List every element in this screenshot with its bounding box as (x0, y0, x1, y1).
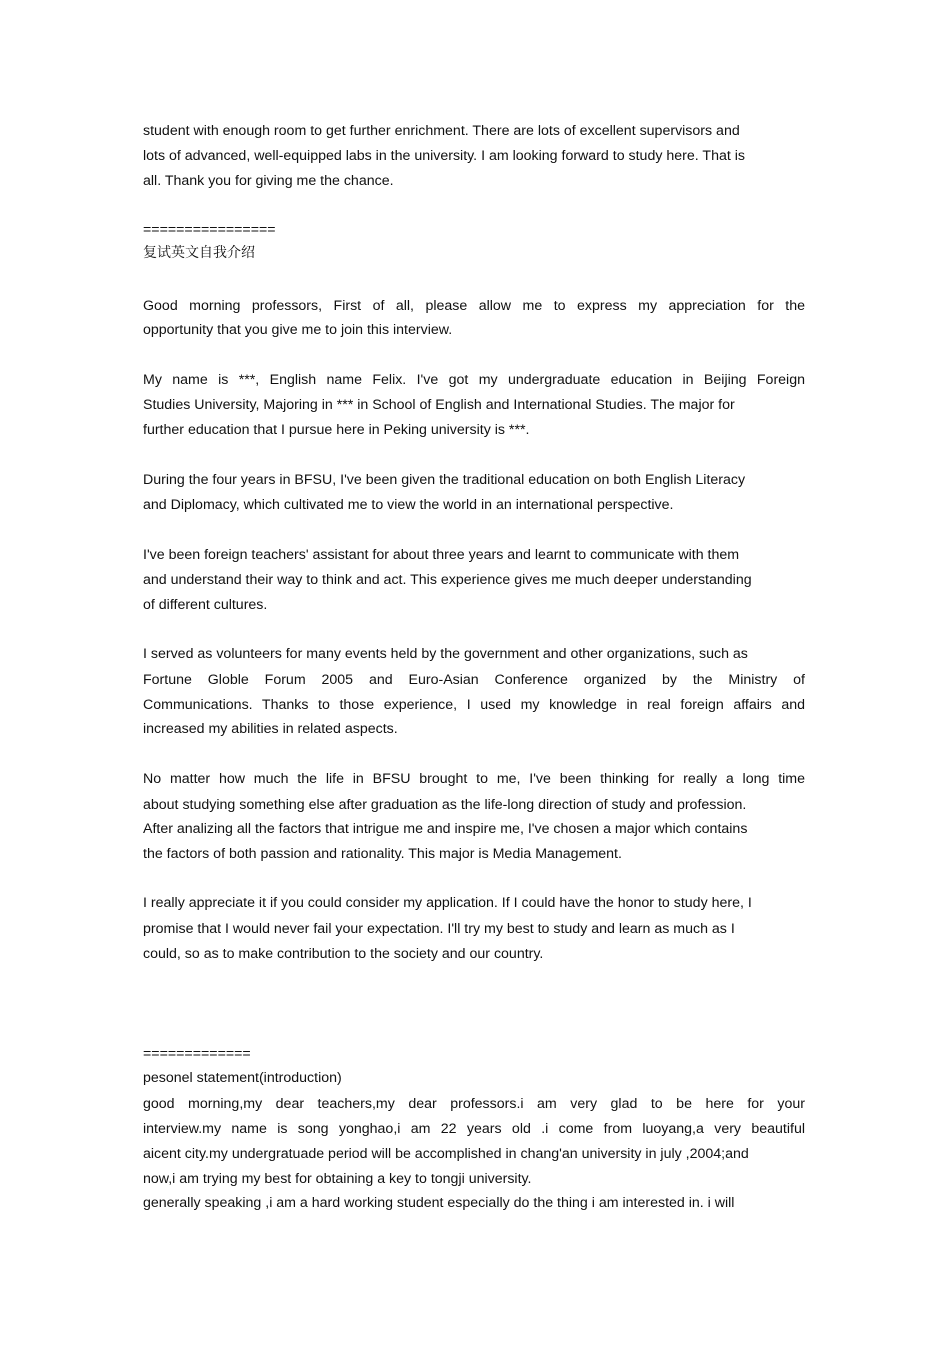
text-line: promise that I would never fail your expectation. I'll try my best to study and learn as much as I (143, 921, 735, 937)
section-heading: 复试英文自我介绍 (143, 245, 255, 261)
text-line: I've been foreign teachers' assistant for about three years and learnt to communicate with them (143, 547, 740, 563)
text-line: Studies University, Majoring in *** in School of English and International Studies. The major for (143, 397, 735, 413)
text-line: opportunity that you give me to join this interview. (143, 322, 453, 338)
text-line: Communications. Thanks to those experience, I used my knowledge in real foreign affairs and (143, 697, 805, 713)
text-line: of different cultures. (143, 597, 268, 613)
text-line: My name is ***, English name Felix. I've got my undergraduate education in Beijing Foreign (143, 372, 805, 388)
text-line: now,i am trying my best for obtaining a key to tongji university. (143, 1171, 532, 1187)
text-line: I really appreciate it if you could consider my application. If I could have the honor to study here, I (143, 895, 752, 911)
text-line: good morning,my dear teachers,my dear professors.i am very glad to be here for your (143, 1096, 805, 1112)
text-line: all. Thank you for giving me the chance. (143, 173, 394, 189)
text-line: During the four years in BFSU, I've been given the traditional education on both English Literacy (143, 472, 746, 488)
text-line: generally speaking ,i am a hard working student especially do the thing i am interested in. i will (143, 1195, 735, 1211)
text-line: interview.my name is song yonghao,i am 22 years old .i come from luoyang,a very beautiful (143, 1121, 805, 1137)
text-line: Fortune Globle Forum 2005 and Euro-Asian Conference organized by the Ministry of (143, 672, 805, 688)
text-line: increased my abilities in related aspects. (143, 721, 398, 737)
text-line: aicent city.my undergratuade period will be accomplished in chang'an university in july ,2004;and (143, 1146, 749, 1162)
text-line: about studying something else after graduation as the life-long direction of study and profession. (143, 797, 747, 813)
text-line: Good morning professors, First of all, please allow me to express my appreciation for the (143, 298, 805, 314)
text-line: the factors of both passion and rationality. This major is Media Management. (143, 846, 622, 862)
text-line: No matter how much the life in BFSU brought to me, I've been thinking for really a long time (143, 771, 805, 787)
text-line: After analizing all the factors that intrigue me and inspire me, I've chosen a major which contains (143, 821, 748, 837)
section-heading: pesonel statement(introduction) (143, 1070, 342, 1086)
text-line: could, so as to make contribution to the society and our country. (143, 946, 544, 962)
text-line: further education that I pursue here in Peking university is ***. (143, 422, 530, 438)
text-line: student with enough room to get further enrichment. There are lots of excellent supervisors and (143, 123, 740, 139)
text-line: I served as volunteers for many events held by the government and other organizations, such as (143, 646, 748, 662)
separator-line: ================ (143, 222, 276, 238)
text-line: lots of advanced, well-equipped labs in the university. I am looking forward to study here. That is (143, 148, 745, 164)
text-line: and understand their way to think and act. This experience gives me much deeper understanding (143, 572, 752, 588)
text-line: and Diplomacy, which cultivated me to view the world in an international perspective. (143, 497, 674, 513)
separator-line: ============= (143, 1046, 251, 1062)
